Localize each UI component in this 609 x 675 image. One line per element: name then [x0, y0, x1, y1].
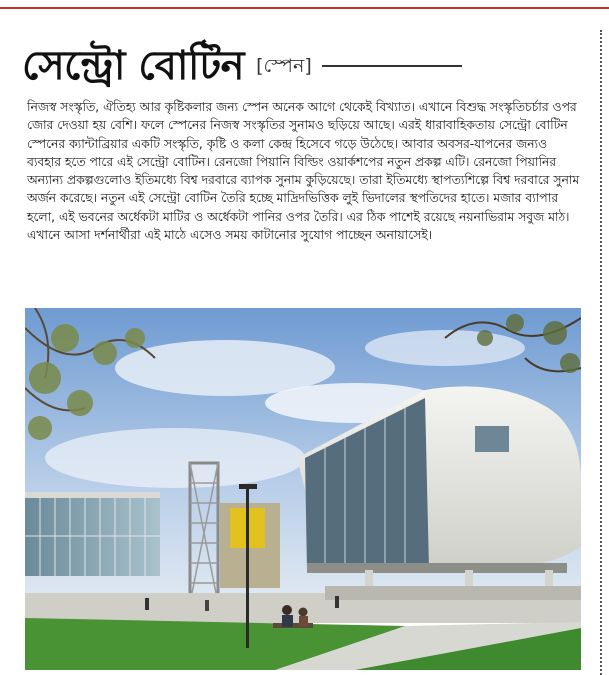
column-divider	[600, 30, 602, 675]
headline-rule	[322, 65, 462, 67]
top-red-rule	[0, 7, 609, 9]
headline	[22, 38, 462, 94]
article-title: সেন্ট্রো বোটিন	[22, 42, 245, 89]
building-photo	[25, 308, 581, 670]
article-body: নিজস্ব সংস্কৃতি, ঐতিহ্য আর কৃষ্টিকলার জন্য স্পেন অনেক আগে থেকেই বিখ্যাত। এখানে বিশুদ্ধ সংস্কৃতিচর্চার ওপর জোর দেওয়া হয় বেশি। ফলে স্পেনের নিজস্ব সংস্কৃতির সুনামও ছড়িয়ে আছে। এরই ধারাবাহিকতায় সেন্ট্রো বোটিন স্পেনের ক্যান্টাব্রিয়ার একটি সংস্কৃতি, কৃষ্টি ও কলা কেন্দ্র হিসেবে গড়ে উঠেছে। আবার অবসর-যাপনের জন্যও ব্যবহার হতে পারে এই সেন্ট্রো বোটিন। রেনজো পিয়ানি বিল্ডিং ওয়ার্কশপের নতুন প্রকল্প এটি। রেনজো পিয়ানির অন্যান্য প্রকল্পগুলোও ইতিমধ্যে বিশ্ব দরবারে ব্যাপক সুনাম কুড়িয়েছে। তারা ইতিমধ্যে স্থাপত্যশিল্পে বিশ্ব দরবারে সুনাম অর্জন করেছে। নতুন এই সেন্ট্রো বোটিন তৈরি হচ্ছে মাদ্রিদভিত্তিক লুই ভিদালের স্থপতিদের হাতে। মজার ব্যাপার হলো, এই ভবনের অর্ধেকটা মাটির ও অর্ধেকটা পানির ওপর তৈরি। এর ঠিক পাশেই রয়েছে নয়নাভিরাম সবুজ মাঠ। এখানে আসা দর্শনার্থীরা এই মাঠে এসেও সময় কাটানোর সুযোগ পাচ্ছেন অনায়াসেই।	[27, 100, 580, 243]
article-location: [স্পেন]	[256, 54, 312, 77]
